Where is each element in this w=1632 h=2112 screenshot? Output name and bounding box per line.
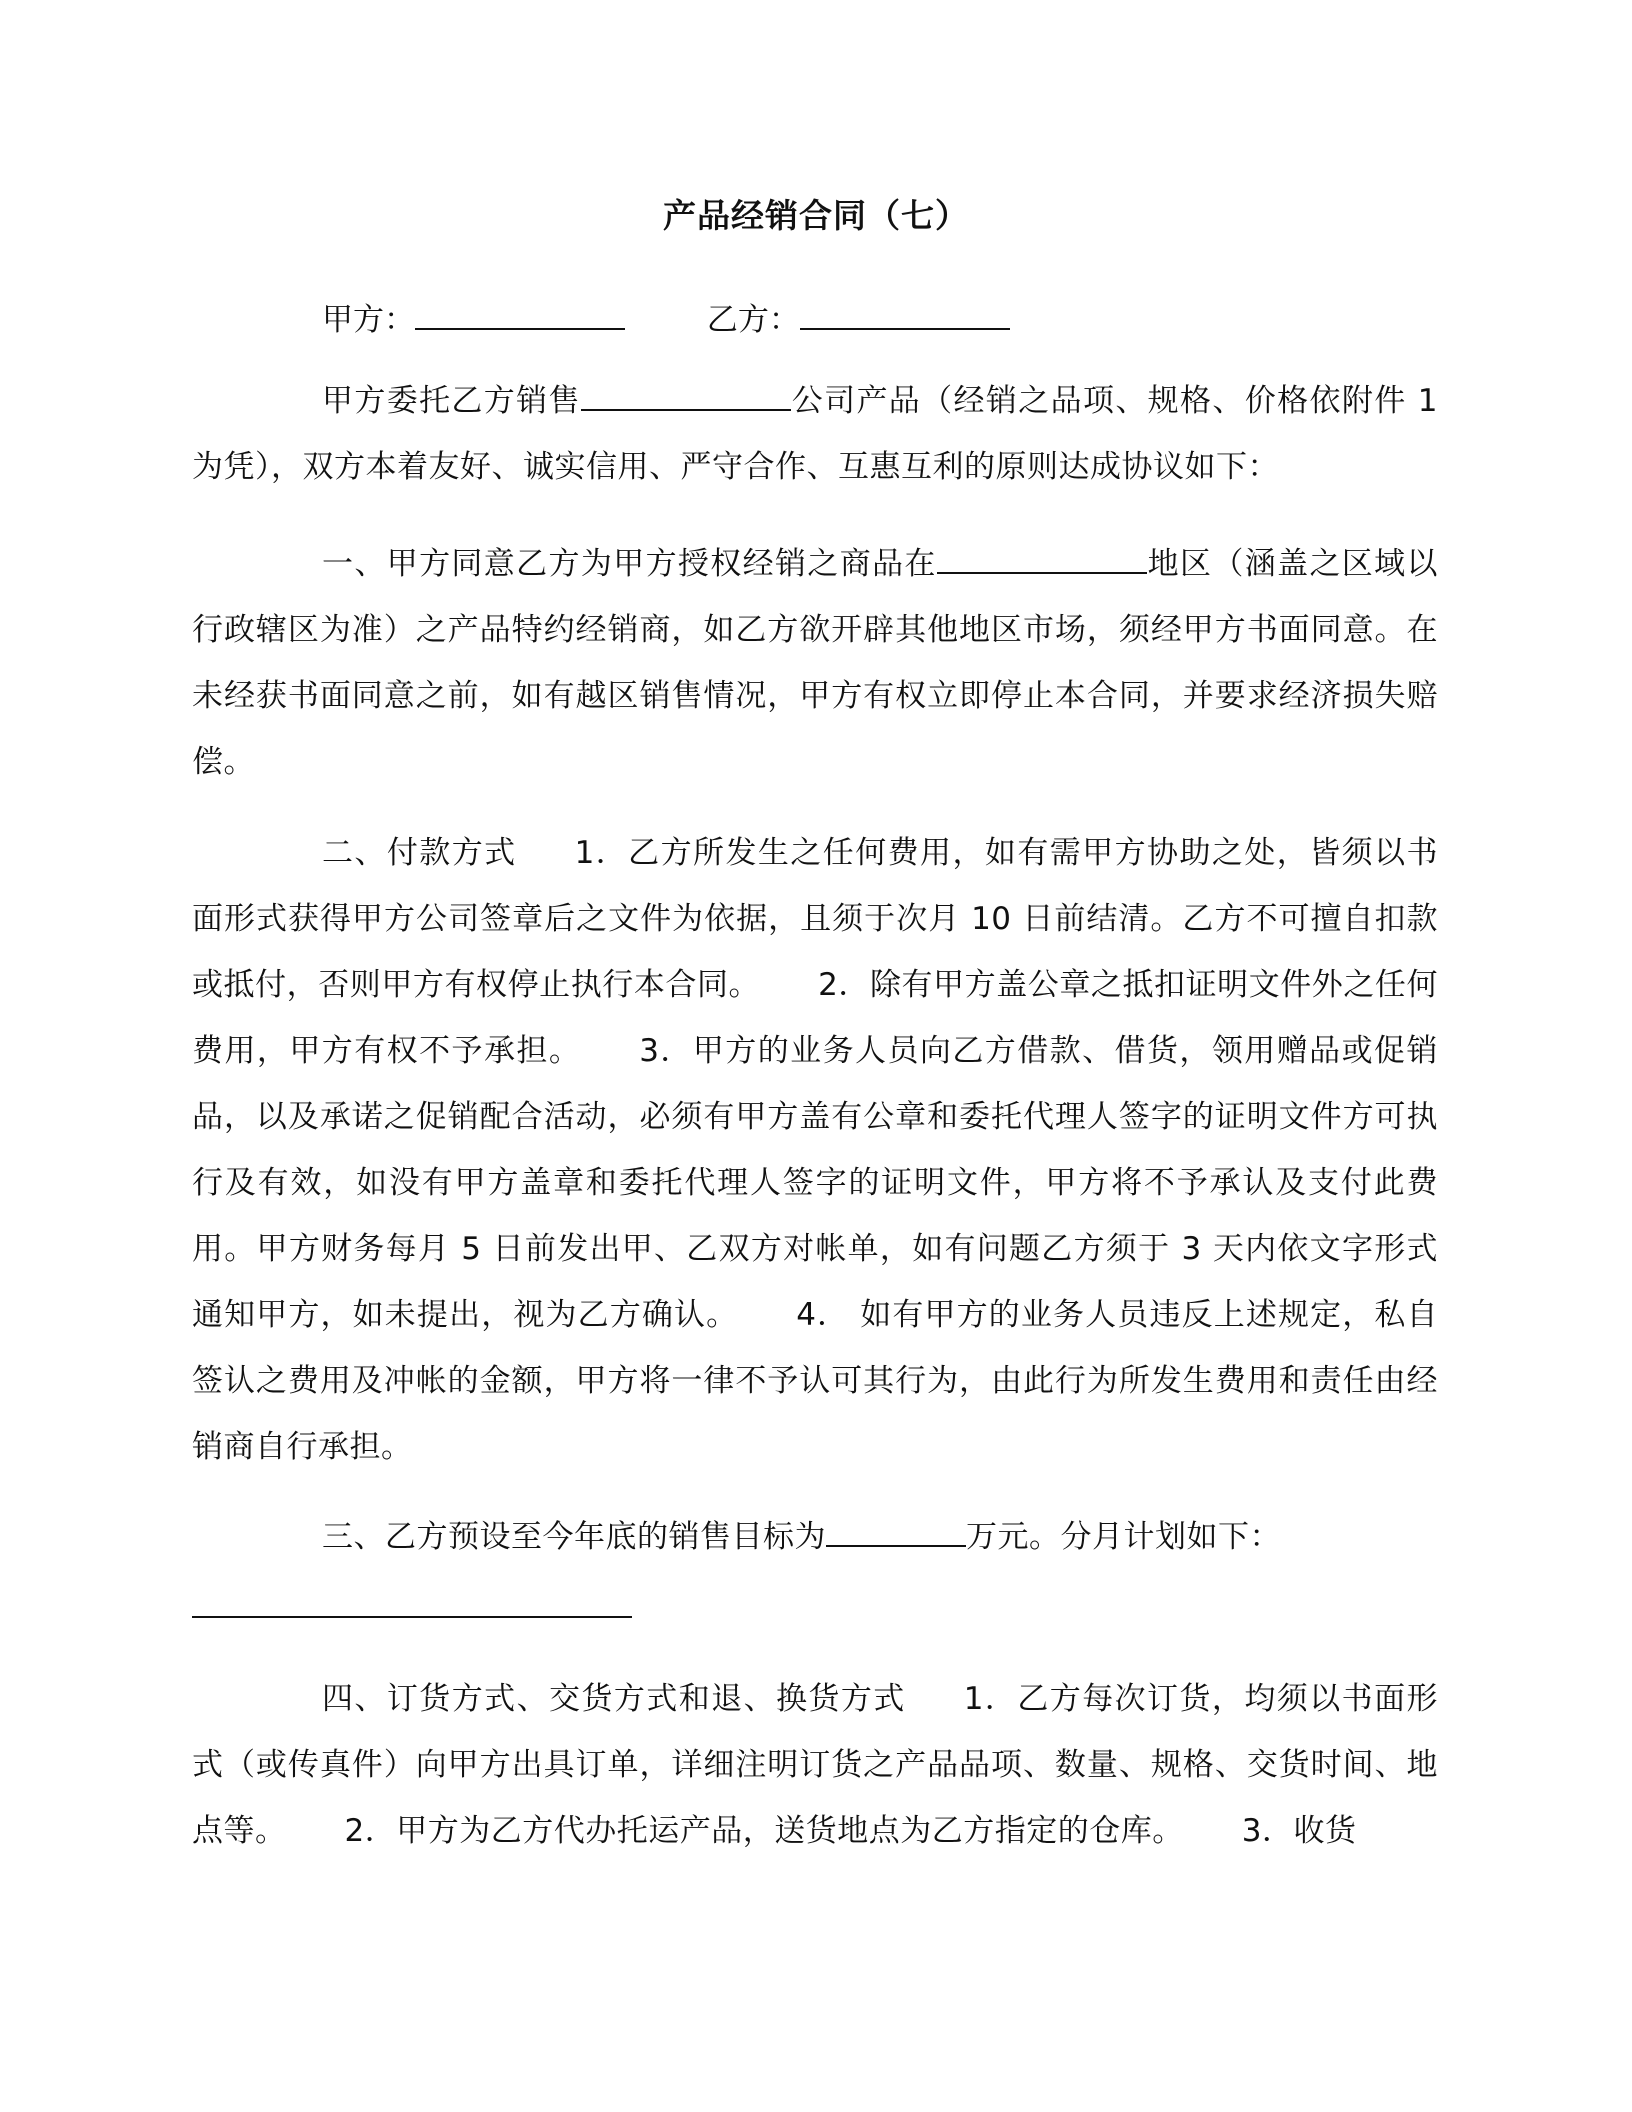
section-3-text-1: 三、乙方预设至今年底的销售目标为 [322,1519,826,1555]
party-a [322,296,625,344]
section-1-text-1: 一、甲方同意乙方为甲方授权经销之商品在 [322,546,937,582]
preamble-paragraph [192,368,1438,500]
company-blank [581,377,791,411]
sales-target-blank [826,1513,966,1547]
section-4-item-2: 2．甲方为乙方代办托运产品，送货地点为乙方指定的仓库。 [344,1813,1184,1849]
document-title: 产品经销合同（七） [663,196,969,235]
preamble-text-1: 甲方委托乙方销售 [322,383,581,419]
region-blank [937,540,1147,574]
monthly-plan-line [192,1570,1438,1636]
section-4-item-1: 1．乙方每次订货，均须以书面形式（或传真件）向甲方出具订单，详细注明订货之产品品项、数量、规格、交货时间、地点等。 [192,1681,1438,1849]
section-3-paragraph [192,1504,1438,1636]
section-1-text-2: 地区（涵盖之区域以行政辖区为准）之产品特约经销商，如乙方欲开辟其他地区市场，须经甲方书面同意。在未经获书面同意之前，如有越区销售情况，甲方有权立即停止本合同，并要求经济损失赔偿。 [192,546,1439,780]
monthly-plan-blank [192,1584,632,1618]
section-4-item-3: 3．收货 [1241,1813,1357,1849]
party-a-blank [415,296,625,330]
section-2-item-4: 4． 如有甲方的业务人员违反上述规定，私自签认之费用及冲帐的金额，甲方将一律不予认可其行为，由此行为所发生费用和责任由经销商自行承担。 [192,1297,1439,1465]
section-2-item-3: 3．甲方的业务人员向乙方借款、借货，领用赠品或促销品，以及承诺之促销配合活动，必须有甲方盖有公章和委托代理人签字的证明文件方可执行及有效，如没有甲方盖章和委托代理人签字的证明文件，甲方将不予承认及支付此费用。甲方财务每月 5 日前发出甲、乙双方对帐单，如有问题乙方须于 3 天内依文字形式通知甲方，如未提出，视为乙方确认。 [192,1033,1438,1333]
section-2-heading: 二、付款方式 [322,835,517,871]
section-1-paragraph [192,531,1438,795]
party-b-label: 乙方： [706,302,800,338]
section-4-heading: 四、订货方式、交货方式和退、换货方式 [322,1681,906,1717]
party-b [707,296,1010,344]
section-2-paragraph [192,820,1438,1480]
party-a-label: 甲方： [322,302,415,338]
section-3-text-2: 万元。分月计划如下： [966,1519,1281,1555]
preamble-text-2: 公司产品（经销之品项、规格、价格依附件 1 为凭），双方本着友好、诚实信用、严守合作、互惠互利的原则达成协议如下： [192,383,1438,485]
section-2-item-1: 1．乙方所发生之任何费用，如有需甲方协助之处，皆须以书面形式获得甲方公司签章后之文件为依据，且须于次月 10 日前结清。乙方不可擅自扣款或抵付，否则甲方有权停止执行本合同。 [192,835,1438,1003]
section-2-item-2: 2．除有甲方盖公章之抵扣证明文件外之任何费用，甲方有权不予承担。 [192,967,1438,1069]
section-4-paragraph [192,1666,1438,1864]
party-b-blank [800,296,1010,330]
parties-line [322,296,1010,344]
